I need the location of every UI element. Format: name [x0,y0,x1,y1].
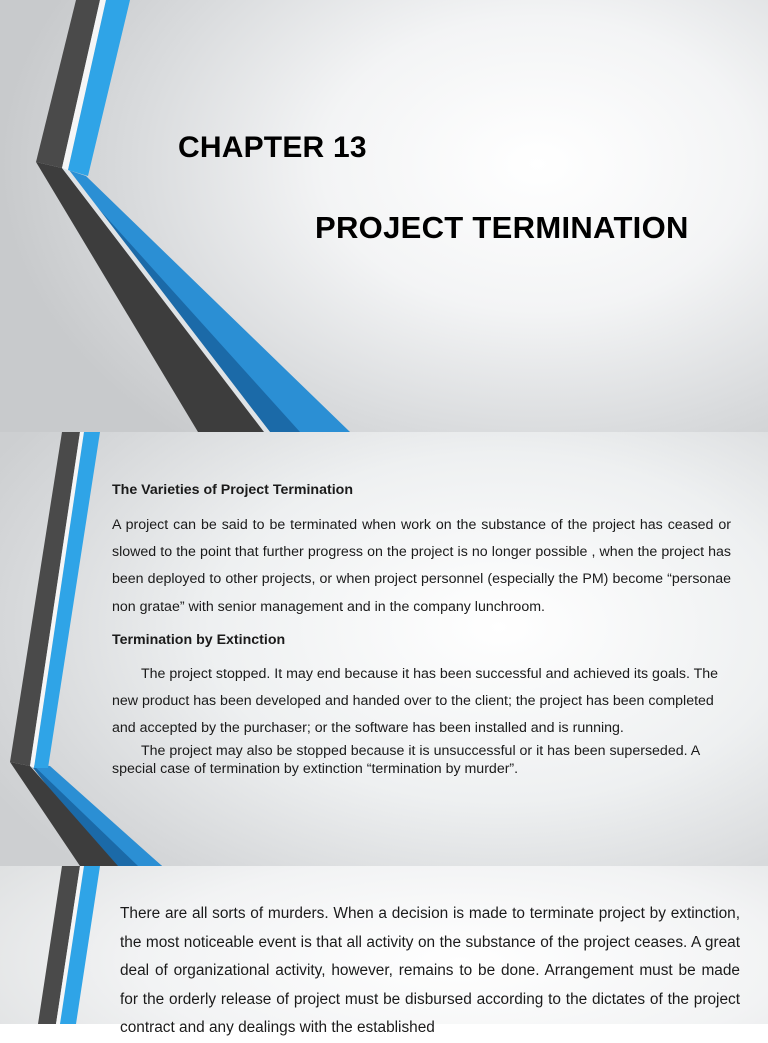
slide-title-text: PROJECT TERMINATION [315,210,689,245]
stripe-gray-lower [36,162,265,432]
stripe-separator [62,166,270,432]
slide-murders [0,866,768,1037]
paragraph: The project stopped. It may end because it has been successful and achieved its goals. The new product has been developed and handed over to the client; the project has been completed and accepted by the purchaser; or the software has been installed and is running. [112,665,719,737]
slide-body [112,480,731,778]
slide-varieties [0,432,768,866]
section-heading: The Varieties of Project Termination [112,482,353,498]
section-heading: Termination by Extinction [112,631,286,648]
chapter-heading: CHAPTER 13 [178,131,367,164]
paragraph: The project may also be stopped because it is unsuccessful or it has been superseded. A special case of termination by extinction “termination by murder”. [112,743,700,778]
paragraph: A project can be said to be terminated when work on the substance of the project has ceased or slowed to the point that further progress on the project is no longer possible , when the project has been deployed to other projects, or when project personnel (especially the PM) become “personae non gratae” with senior management and in the company lunchroom. [112,517,731,615]
slide-title [0,0,768,432]
paragraph: There are all sorts of murders. When a decision is made to terminate project by extinction, the most noticeable event is that all activity on the substance of the project ceases. A great deal of organizational activity, however, remains to be done. Arrangement must be made for the orderly release of project must be disbursed according to the dictates of the project contract and any dealings with the established [120,905,740,1037]
